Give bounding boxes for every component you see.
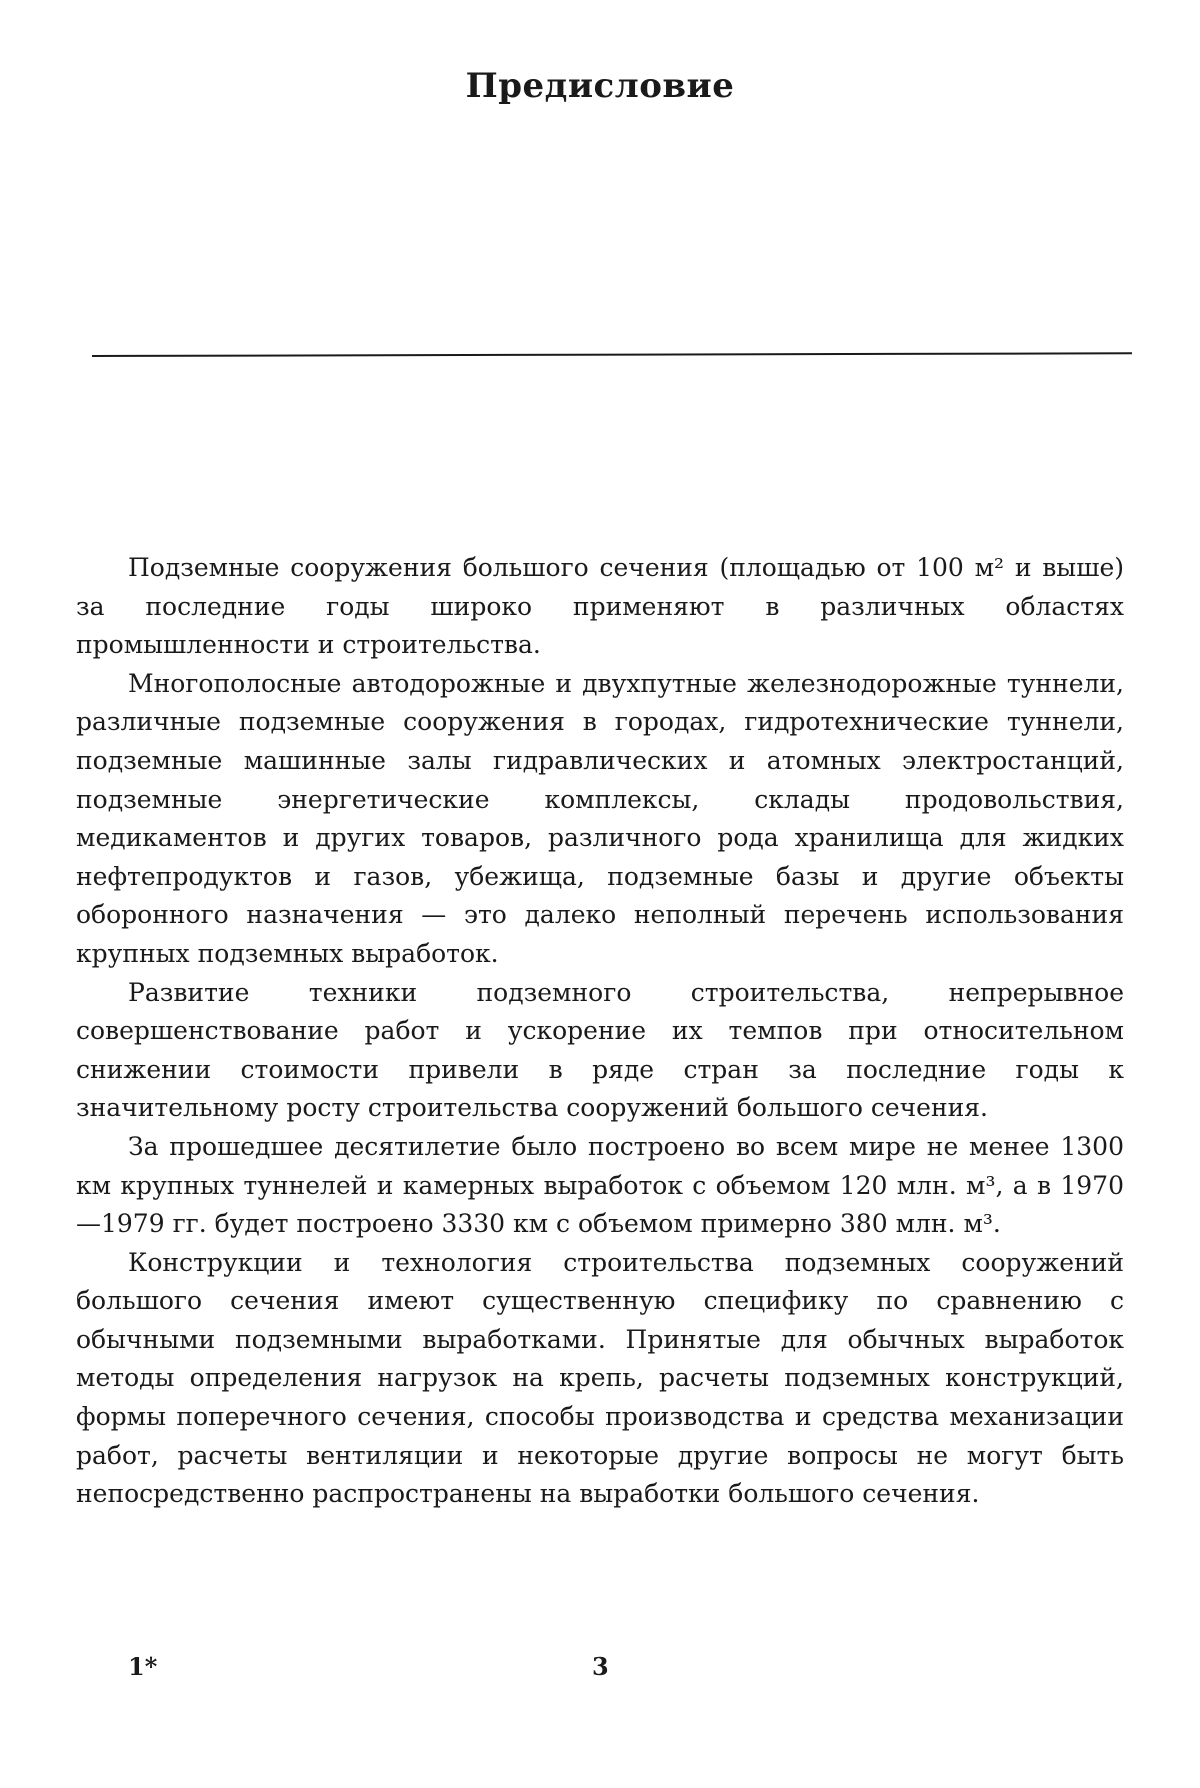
paragraph: Подземные сооружения большого сечения (площадью от 100 м² и выше) за последние годы широко применяют в различных областях промышленности и строительства. [76,553,1124,660]
horizontal-rule [92,352,1132,357]
paragraph: Развитие техники подземного строительства, непрерывное совершенствование работ и ускорение их темпов при относительном снижении стоимости привели в ряде стран за последние годы к значительному росту строительства сооружений большого сечения. [76,977,1124,1123]
page-title: Предисловие [465,66,735,106]
paragraph: Конструкции и технология строительства подземных сооружений большого сечения имеют существенную специфику по сравнению с обычными подземными выработками. Принятые для обычных выработок методы определения нагрузок на крепь, расчеты подземных конструкций, формы поперечного сечения, способы производства и средства механизации работ, расчеты вентиляции и некоторые другие вопросы не могут быть непосредственно распространены на выработки большого сечения. [76,1247,1124,1509]
body-text [76,549,1124,1514]
page-number: 3 [592,1652,609,1681]
signature-mark: 1* [128,1652,158,1681]
paragraph: За прошедшее десятилетие было построено во всем мире не менее 1300 км крупных туннелей и камерных выработок с объемом 120 млн. м³, а в 1970—1979 гг. будет построено 3330 км с объемом примерно 380 млн. м³. [76,1131,1124,1239]
paragraph: Многополосные автодорожные и двухпутные железнодорожные туннели, различные подземные сооружения в городах, гидротехнические туннели, подземные машинные залы гидравлических и атомных электростанций, подземные энергетические комплексы, склады продовольствия, медикаментов и других товаров, различного рода хранилища для жидких нефтепродуктов и газов, убежища, подземные базы и другие объекты оборонного назначения — это далеко неполный перечень использования крупных подземных выработок. [76,668,1124,968]
